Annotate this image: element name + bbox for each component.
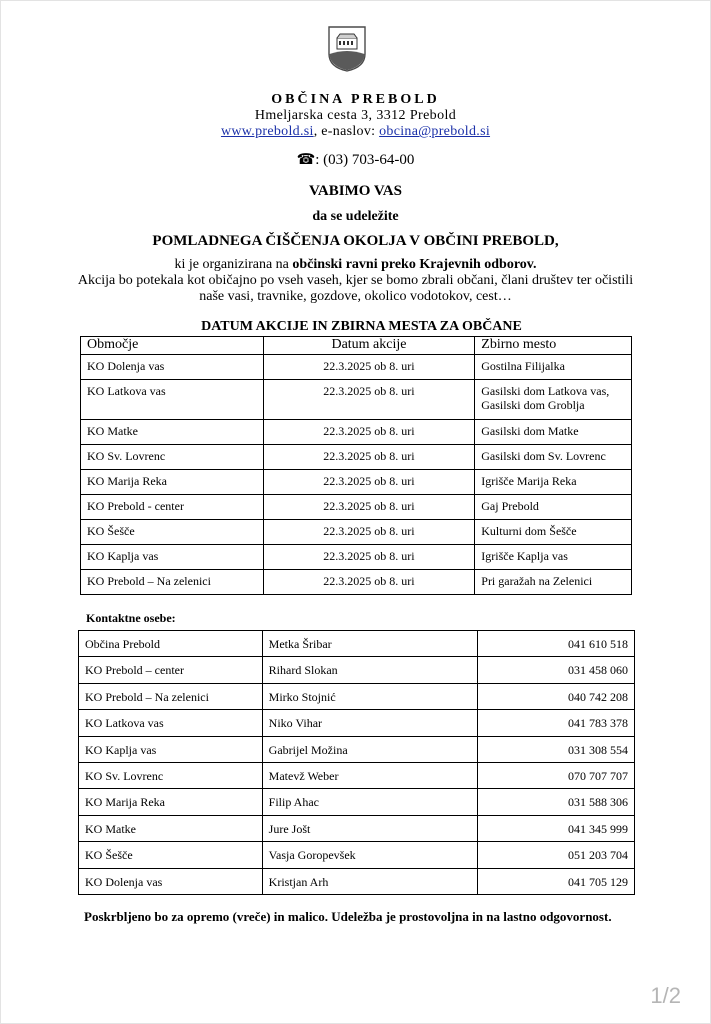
table-row (79, 815, 635, 841)
invite-heading: VABIMO VAS (309, 183, 402, 199)
area-cell: KO Sv. Lovrenc (81, 445, 264, 470)
date-cell: 22.3.2025 ob 8. uri (263, 445, 475, 470)
contact-name: Niko Vihar (262, 710, 478, 736)
date-cell: 22.3.2025 ob 8. uri (263, 495, 475, 520)
table-row (81, 355, 632, 380)
contact-phone: 051 203 704 (478, 842, 635, 868)
area-cell: KO Kaplja vas (81, 545, 264, 570)
contact-phone: 040 742 208 (478, 683, 635, 709)
footer-note: Poskrbljeno bo za opremo (vreče) in malico. Udeležba je prostovoljna in na lastno odgovornost. (84, 909, 612, 924)
schedule-heading: DATUM AKCIJE IN ZBIRNA MESTA ZA OBČANE (201, 319, 522, 334)
area-cell: KO Matke (81, 420, 264, 445)
area-cell: KO Latkova vas (81, 380, 264, 420)
contact-name: Kristjan Arh (262, 868, 478, 894)
table-row (79, 762, 635, 788)
date-cell: 22.3.2025 ob 8. uri (263, 470, 475, 495)
table-row (79, 868, 635, 894)
intro-line-3: naše vasi, travnike, gozdove, okolico vodotokov, cest… (199, 289, 512, 304)
contact-phone: 041 345 999 (478, 815, 635, 841)
table-row (81, 570, 632, 595)
contact-name: Metka Šribar (262, 631, 478, 657)
table-row (81, 445, 632, 470)
column-header-date: Datum akcije (263, 337, 475, 355)
intro-prefix: ki je organizirana na (174, 257, 293, 272)
contact-name: Filip Ahac (262, 789, 478, 815)
table-row (81, 495, 632, 520)
intro-line-2: Akcija bo potekala kot običajno po vseh vaseh, kjer se bomo zbrali občani, člani društev ter očistili (77, 273, 634, 288)
date-cell: 22.3.2025 ob 8. uri (263, 570, 475, 595)
contact-phone: 041 610 518 (478, 631, 635, 657)
area-cell: KO Prebold - center (81, 495, 264, 520)
municipality-crest-icon (328, 26, 366, 72)
place-cell: Gasilski dom Sv. Lovrenc (475, 445, 632, 470)
intro-bold: občinski ravni preko Krajevnih odborov. (292, 257, 537, 272)
place-cell: Pri garažah na Zelenici (475, 570, 632, 595)
date-cell: 22.3.2025 ob 8. uri (263, 355, 475, 380)
table-row (79, 631, 635, 657)
place-cell: Gaj Prebold (475, 495, 632, 520)
table-row (81, 545, 632, 570)
contact-area: KO Kaplja vas (79, 736, 263, 762)
contacts-heading: Kontaktne osebe: (86, 611, 176, 625)
contact-area: KO Matke (79, 815, 263, 841)
contact-area: KO Šešče (79, 842, 263, 868)
schedule-header-row (81, 337, 632, 355)
table-row (79, 710, 635, 736)
invite-subheading: da se udeležite (312, 209, 399, 224)
contact-phone: 070 707 707 (478, 762, 635, 788)
place-cell: Igrišče Marija Reka (475, 470, 632, 495)
date-cell: 22.3.2025 ob 8. uri (263, 520, 475, 545)
contact-phone: 041 705 129 (478, 868, 635, 894)
contact-name: Vasja Goropevšek (262, 842, 478, 868)
place-cell: Kulturni dom Šešče (475, 520, 632, 545)
page-indicator: 1/2 (650, 983, 681, 1008)
contact-area: KO Dolenja vas (79, 868, 263, 894)
contact-name: Gabrijel Možina (262, 736, 478, 762)
table-row (79, 736, 635, 762)
table-row (81, 380, 632, 420)
contact-area: KO Prebold – Na zelenici (79, 683, 263, 709)
schedule-table (80, 336, 632, 595)
place-cell: Gasilski dom Matke (475, 420, 632, 445)
area-cell: KO Marija Reka (81, 470, 264, 495)
contact-phone: 041 783 378 (478, 710, 635, 736)
date-cell: 22.3.2025 ob 8. uri (263, 380, 475, 420)
area-cell: KO Prebold – Na zelenici (81, 570, 264, 595)
date-cell: 22.3.2025 ob 8. uri (263, 420, 475, 445)
table-row (81, 420, 632, 445)
intro-line-1 (0, 257, 711, 273)
event-title: POMLADNEGA ČIŠČENJA OKOLJA V OBČINI PREBOLD, (152, 233, 559, 249)
phone-number: : (03) 703-64-00 (315, 152, 415, 168)
contact-phone: 031 458 060 (478, 657, 635, 683)
date-cell: 22.3.2025 ob 8. uri (263, 545, 475, 570)
contact-area: KO Sv. Lovrenc (79, 762, 263, 788)
table-row (79, 657, 635, 683)
table-row (81, 470, 632, 495)
organization-address: Hmeljarska cesta 3, 3312 Prebold (254, 108, 457, 123)
contact-name: Jure Jošt (262, 815, 478, 841)
contact-area: KO Prebold – center (79, 657, 263, 683)
contact-line (0, 124, 711, 140)
organization-name: OBČINA PREBOLD (271, 92, 440, 107)
email-prefix: , e-naslov: (313, 124, 380, 139)
email-link[interactable]: obcina@prebold.si (379, 124, 491, 139)
phone-line (0, 150, 711, 169)
place-cell (475, 380, 632, 420)
place-cell: Igrišče Kaplja vas (475, 545, 632, 570)
telephone-icon: ☎ (296, 152, 316, 168)
area-cell: KO Dolenja vas (81, 355, 264, 380)
table-row (81, 520, 632, 545)
contact-phone: 031 308 554 (478, 736, 635, 762)
contact-name: Rihard Slokan (262, 657, 478, 683)
contact-area: KO Latkova vas (79, 710, 263, 736)
column-header-area: Območje (81, 337, 264, 355)
place-line-2: Gasilski dom Groblja (481, 398, 585, 412)
website-link[interactable]: www.prebold.si (220, 124, 314, 139)
contact-area: Občina Prebold (79, 631, 263, 657)
contacts-table (78, 630, 635, 895)
place-cell: Gostilna Filijalka (475, 355, 632, 380)
contact-area: KO Marija Reka (79, 789, 263, 815)
table-row (79, 683, 635, 709)
contact-name: Matevž Weber (262, 762, 478, 788)
table-row (79, 789, 635, 815)
column-header-place: Zbirno mesto (475, 337, 632, 355)
contact-phone: 031 588 306 (478, 789, 635, 815)
area-cell: KO Šešče (81, 520, 264, 545)
contact-name: Mirko Stojnić (262, 683, 478, 709)
place-line-1: Gasilski dom Latkova vas, (481, 384, 610, 398)
table-row (79, 842, 635, 868)
